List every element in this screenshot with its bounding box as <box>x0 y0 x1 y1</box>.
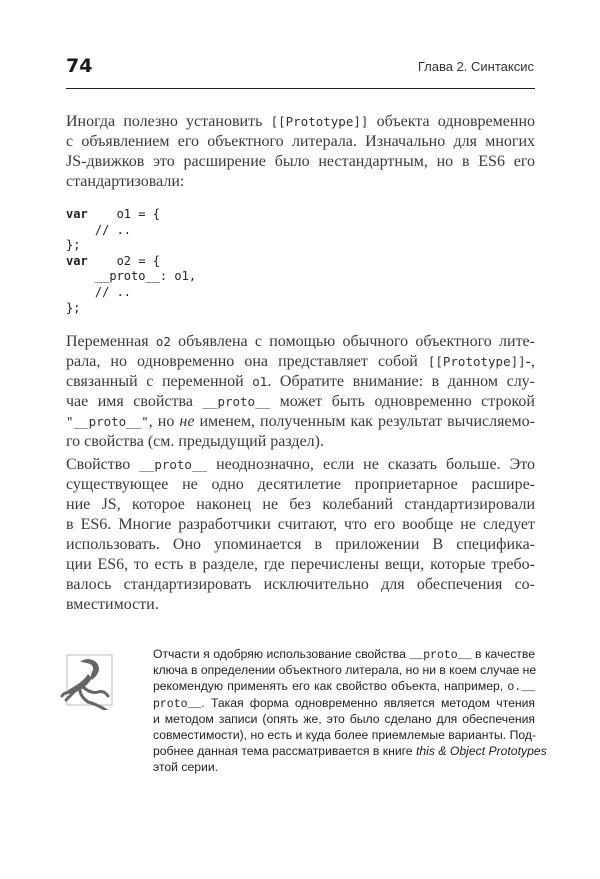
text-run: неоднозначно, если не сказать больше. Это <box>207 456 536 473</box>
text-run: в ES6. Многие разработчики считают, что его вообще не следует <box>66 516 535 533</box>
note-line <box>153 744 547 759</box>
text-run: Переменная <box>66 333 156 350</box>
text-run: робнее данная тема рассматривается в книге <box>153 744 416 759</box>
para1-line <box>66 153 535 171</box>
text-run: именем, полученным как результат вычисляемо- <box>194 413 536 430</box>
para1-line <box>66 173 535 191</box>
text-run: // .. <box>66 285 132 299</box>
text-run: o2 = { <box>87 253 160 268</box>
text-run: этой серии. <box>153 760 219 775</box>
text-run: чае имя свойства <box>66 393 203 410</box>
text-run: вместимости. <box>66 596 159 613</box>
inline-code: __proto__ <box>409 649 472 662</box>
inline-code: __proto__ <box>202 394 271 409</box>
para1-line <box>66 113 535 131</box>
text-run: стандартизовали: <box>66 173 185 190</box>
code-keyword: var <box>66 253 88 268</box>
text-run: ключа в определении объектного литерала, но ни в коем случае не <box>153 663 537 678</box>
text-run: рекомендую применять его как свойство объекта, например, <box>153 679 508 694</box>
code-line <box>66 301 80 315</box>
para2-line <box>66 413 535 431</box>
para2-line <box>66 433 535 451</box>
code-line <box>66 238 80 252</box>
code-line <box>66 269 196 283</box>
para2-line <box>66 333 535 351</box>
code-line <box>66 207 160 221</box>
text-run: , но <box>148 413 180 430</box>
text-run: в качестве <box>471 647 535 661</box>
text-run: }; <box>66 238 81 253</box>
inline-code: o2 <box>155 334 171 349</box>
header-rule <box>66 88 535 89</box>
para2-line <box>66 353 535 371</box>
text-run: Отчасти я одобряю использование свойства <box>153 647 410 661</box>
inline-code: proto__ <box>153 697 202 711</box>
text-run: Иногда полезно установить <box>66 113 271 130</box>
para1-line <box>66 133 535 151</box>
page-number: 74 <box>66 55 93 77</box>
para3-line <box>66 476 535 494</box>
text-run: не <box>179 413 195 430</box>
inline-code: o.__ <box>507 681 535 695</box>
text-run: o1 = { <box>87 207 160 221</box>
inline-code: "__proto__" <box>66 414 149 429</box>
text-run: связанный с переменной <box>66 373 253 390</box>
note-line <box>153 679 535 693</box>
note-line <box>153 647 535 661</box>
para3-line <box>66 496 535 514</box>
text-run: объявлена с помощью обычного объектного лите- <box>170 333 535 350</box>
text-run: . Обратите внимание: в данном слу- <box>267 373 536 390</box>
note-line <box>153 712 535 726</box>
text-run: this & Object Prototypes <box>415 744 547 759</box>
para3-line <box>66 576 535 594</box>
note-line <box>153 696 535 710</box>
chapter-title: Глава 2. Синтаксис <box>417 59 534 74</box>
para3-line <box>66 456 535 474</box>
text-run: объекта одновременно <box>368 113 535 130</box>
note-line <box>153 728 535 742</box>
text-run: . Такая форма одновременно является методом чтения <box>201 695 535 710</box>
para2-line <box>66 373 535 391</box>
para3-line <box>66 556 535 574</box>
text-run: ние JS, которое наконец не без колебаний стандартизировали <box>66 496 535 513</box>
code-line <box>66 223 131 237</box>
inline-code: [[Prototype]] <box>427 354 526 369</box>
para2-line <box>66 393 535 411</box>
text-run: существующее не одно десятилетие проприетарное расшире- <box>66 476 535 493</box>
text-run: с объявлением его объектного литерала. Изначально для многих <box>66 133 535 150</box>
text-run: использовать. Оно упоминается в приложении B специфика- <box>66 536 535 553</box>
note-line <box>153 760 535 774</box>
text-run: валось стандартизировать исключительно для обеспечения со- <box>66 576 535 593</box>
inline-code: o1 <box>252 374 268 389</box>
text-run: JS-движков это расширение было нестандартным, но в ES6 его <box>66 153 535 170</box>
text-run: // .. <box>66 222 132 237</box>
text-run: }; <box>66 300 81 315</box>
code-keyword: var <box>66 207 88 221</box>
inline-code: __proto__ <box>139 457 208 472</box>
text-run: ции ES6, то есть в разделе, где перечислены вещи, которые требо- <box>66 556 535 573</box>
para3-line <box>66 536 535 554</box>
note-line <box>153 663 535 677</box>
text-run: __proto__: o1, <box>66 269 197 284</box>
text-run: -, <box>525 353 535 370</box>
code-line <box>66 254 160 268</box>
text-run: Свойство <box>66 456 140 473</box>
para3-line <box>66 596 535 614</box>
code-line <box>66 285 131 299</box>
text-run: и методом записи (опять же, это было сделано для обеспечения <box>153 711 535 726</box>
para3-line <box>66 516 535 534</box>
text-run: рала, но одновременно она представляет собой <box>66 353 428 370</box>
text-run: может быть одновременно строкой <box>270 393 535 410</box>
text-run: го свойства (см. предыдущий раздел). <box>66 433 324 450</box>
inline-code: [[Prototype]] <box>270 114 369 129</box>
text-run: совместимости), но есть и куда более приемлемые варианты. Под- <box>153 728 537 742</box>
scorpion-icon <box>60 652 122 710</box>
